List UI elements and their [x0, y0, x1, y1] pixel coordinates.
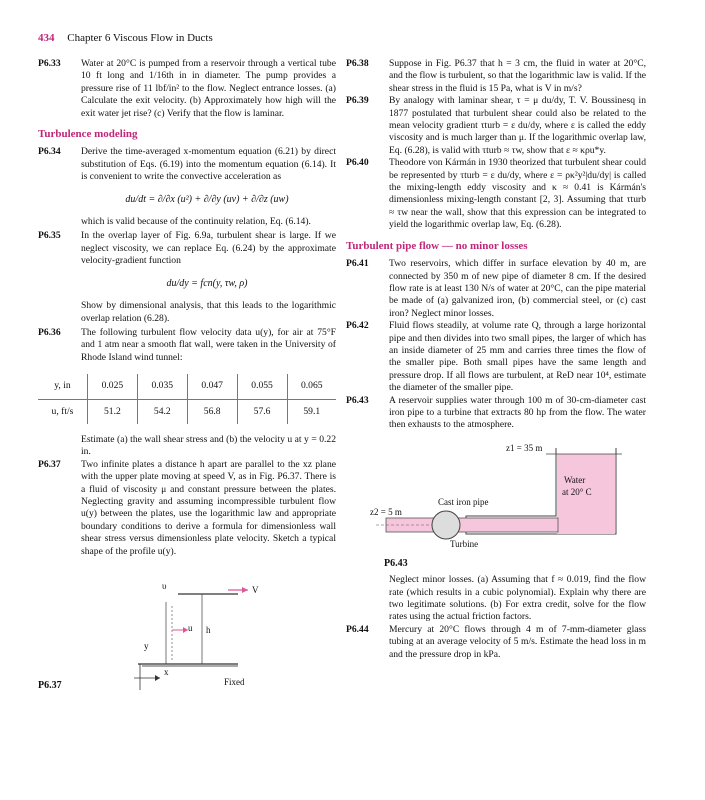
problem-text-continued: Show by dimensional analysis, that this leads to the logarithmic overlap relation (6.28). — [81, 300, 336, 324]
problem-number: P6.44 — [346, 623, 369, 635]
problem-text: Derive the time-averaged x-momentum equation (6.21) by direct substitution of Eqs. (6.19) into the momentum equation (6.14). It is convenient to write the convective acceleration as — [81, 146, 336, 183]
problem-number: P6.35 — [38, 230, 61, 242]
figure-p6-37 — [38, 566, 336, 696]
problem-number: P6.33 — [38, 58, 61, 69]
left-column — [38, 58, 336, 696]
table-cell: 0.025 — [87, 374, 137, 399]
problem-number: P6.43 — [346, 394, 369, 406]
label-upsilon: υ — [162, 581, 167, 591]
problem-6-34 — [38, 146, 336, 183]
label-z1: z1 = 35 m — [506, 442, 543, 453]
problem-text: Fluid flows steadily, at volume rate Q, through a large horizontal pipe and then divides into two small pipes, the larger of which has an inside diameter of 25 mm and carries three times the flow of the smaller pipe. Both small pipes have the same length and pressure drop. If all flows are turbulent, at ReD near 10⁴, estimate the diameter of the smaller pipe. — [389, 320, 646, 394]
problem-text-continued: Neglect minor losses. (a) Assuming that f ≈ 0.019, find the flow rate (which results in a cubic polynomial). Explain why there are two legitimate solutions. (b) For extra credit, solve for the flow rates using the actual friction factors. — [389, 574, 646, 623]
equation: du/dy = fcn(y, τw, ρ) — [166, 277, 248, 289]
problem-text: Water at 20°C is pumped from a reservoir through a vertical tube 10 ft long and 1/16th in in diameter. The pump provides a pressure rise of 11 lbf/in² to the flow. Neglect entrance losses. (a) Calculate the exit velocity. (b) Approximately how high will the exit water jet rise? (c) Verify that the flow is laminar. — [81, 58, 336, 119]
label-h: h — [206, 625, 211, 635]
section-heading: Turbulence modeling — [38, 128, 138, 141]
figure-label: P6.37 — [38, 680, 62, 691]
plates-diagram — [38, 566, 336, 696]
problem-6-41 — [346, 258, 646, 320]
problem-6-40 — [346, 157, 646, 231]
table-cell: 0.065 — [287, 374, 336, 399]
chapter-title: Chapter 6 Viscous Flow in Ducts — [67, 32, 213, 44]
figure-p6-43 — [346, 438, 646, 556]
problem-number: P6.36 — [38, 326, 61, 338]
table-row — [38, 399, 336, 424]
problem-number: P6.40 — [346, 157, 369, 169]
problem-text: By analogy with laminar shear, τ = μ du/dy, T. V. Boussinesq in 1877 postulated that turbulent shear could also be related to the mean velocity gradient τturb = ε du/dy, where ε is called the eddy viscosity and is much larger than μ. If the logarithmic overlap law, Eq. (6.28), is valid with τturb ≈ τw, show that ε ≈ κρu*y. — [389, 95, 646, 156]
table-cell: 0.035 — [137, 374, 187, 399]
table-cell: u, ft/s — [38, 399, 87, 424]
label-x: x — [164, 667, 169, 677]
problem-text: Mercury at 20°C flows through 4 m of 7-mm-diameter glass tubing at an average velocity of 5 m/s. Estimate the head loss in m and the pressure drop in kPa. — [389, 623, 646, 660]
problem-6-33 — [38, 58, 336, 120]
right-column — [346, 58, 646, 661]
problem-number: P6.39 — [346, 95, 369, 107]
problem-text: In the overlap layer of Fig. 6.9a, turbulent shear is large. If we neglect viscosity, we can replace Eq. (6.24) by the approximate velocity-gradient function — [81, 230, 336, 267]
figure-label: P6.43 — [384, 557, 408, 569]
table-row — [38, 374, 336, 399]
problem-text: Suppose in Fig. P6.37 that h = 3 cm, the fluid in water at 20°C, and the flow is turbulent, so that the logarithmic law is valid. If the shear stress in the fluid is 15 Pa, what is V in m/s? — [389, 58, 646, 94]
problem-6-36 — [38, 327, 336, 364]
problem-text: Theodore von Kármán in 1930 theorized that turbulent shear could be represented by τturb = ε du/dy, where ε = ρκ²y²|du/dy| is called the mixing-length eddy viscosity and κ ≈ 0.41 is Kármán's dimensionless mixing-length constant [2, 3]. Assuming that τturb ≈ τw near the wall, show that this expression can be integrated to yield the logarithmic overlap law, Eq. (6.28). — [389, 157, 646, 231]
label-z2: z2 = 5 m — [370, 506, 402, 517]
equation: du/dt = ∂/∂x (u²) + ∂/∂y (uv) + ∂/∂z (uw) — [125, 193, 289, 205]
problem-number: P6.42 — [346, 320, 369, 332]
table-cell: 54.2 — [137, 399, 187, 424]
problem-number: P6.34 — [38, 146, 61, 158]
label-pipe: Cast iron pipe — [438, 496, 489, 507]
problem-text: The following turbulent flow velocity data u(y), for air at 75°F and 1 atm near a smooth flat wall, were taken in the University of Rhode Island wind tunnel: — [81, 326, 336, 363]
label-fixed: Fixed — [224, 677, 245, 687]
label-turbine: Turbine — [450, 538, 479, 549]
velocity-data-table — [38, 374, 336, 424]
problem-6-44 — [346, 624, 646, 661]
page-header — [38, 32, 213, 44]
problem-6-42 — [346, 320, 646, 394]
table-cell: y, in — [38, 374, 87, 399]
problem-text: Two reservoirs, which differ in surface elevation by 40 m, are connected by 350 m of new pipe of diameter 8 cm. If the desired flow rate is at least 130 N/s of water at 20°C, can the pipe material be made of (a) galvanized iron, (b) commercial steel, or (c) cast iron? Neglect minor losses. — [389, 258, 646, 319]
table-cell: 59.1 — [303, 405, 321, 417]
section-heading: Turbulent pipe flow — no minor losses — [346, 239, 528, 252]
label-water: Water — [564, 474, 586, 485]
label-y: y — [144, 641, 149, 651]
table-cell: 0.055 — [237, 374, 287, 399]
table-cell: 0.047 — [187, 374, 237, 399]
problem-6-35 — [38, 230, 336, 267]
problem-number: P6.37 — [38, 458, 61, 470]
problem-text-continued: which is valid because of the continuity relation, Eq. (6.14). — [81, 216, 311, 228]
label-water-temp: at 20° C — [562, 486, 592, 497]
label-v: V — [252, 585, 259, 595]
problem-6-37 — [38, 459, 336, 558]
problem-6-38 — [346, 58, 646, 95]
table-cell: 56.8 — [187, 399, 237, 424]
problem-text: Two infinite plates a distance h apart are parallel to the xz plane with the upper plate moving at speed V, as in Fig. P6.37. There is a fluid of viscosity μ and constant pressure between the plates. Neglecting gravity and assuming incompressible turbulent flow u(y) between the plates, use the logarithmic law and appropriate boundary conditions to derive a formula for dimensionless wall shear stress versus dimensionless plate velocity. Sketch a typical shape of the profile u(y). — [81, 458, 336, 557]
table-cell: 51.2 — [87, 399, 137, 424]
problem-number: P6.38 — [346, 58, 369, 69]
problem-text: A reservoir supplies water through 100 m of 30-cm-diameter cast iron pipe to a turbine that extracts 80 hp from the flow. The water then exhausts to the atmosphere. — [389, 394, 646, 431]
table-cell: 57.6 — [237, 399, 287, 424]
problem-6-39 — [346, 95, 646, 157]
problem-number: P6.41 — [346, 258, 369, 270]
problem-6-43 — [346, 395, 646, 432]
label-u: u — [188, 623, 193, 633]
problem-text-continued: Estimate (a) the wall shear stress and (b) the velocity u at y = 0.22 in. — [81, 433, 336, 458]
reservoir-turbine-diagram — [346, 438, 646, 556]
page-number: 434 — [38, 32, 55, 44]
